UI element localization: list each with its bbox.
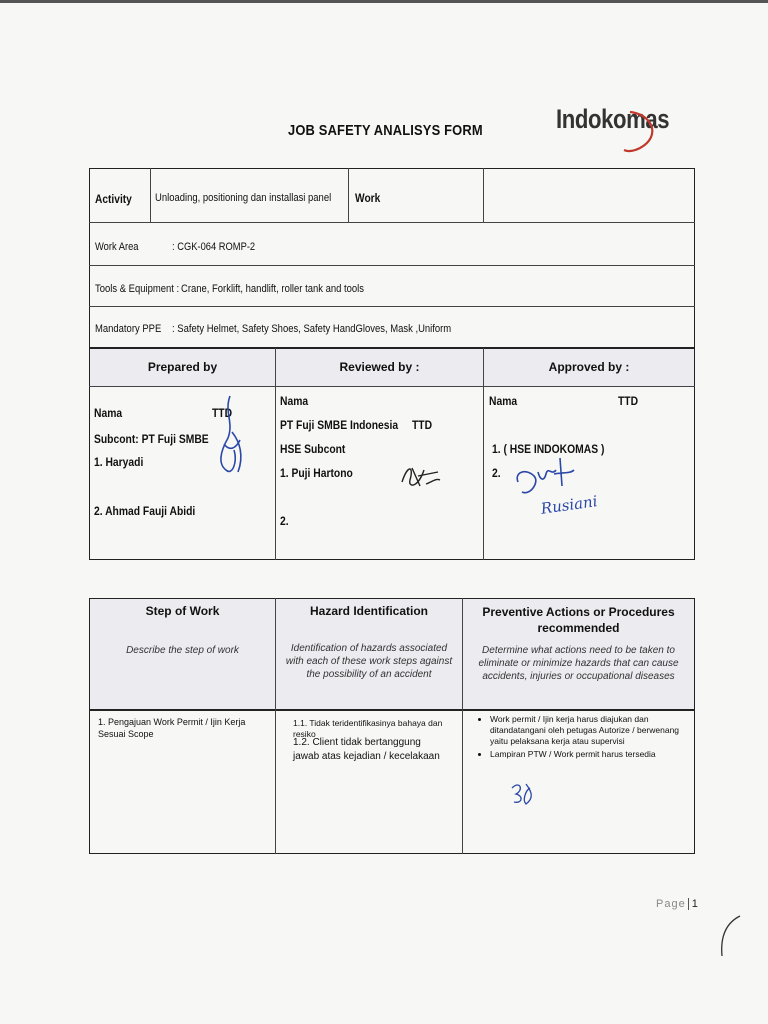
step-1: 1. Pengajuan Work Permit / Ijin Kerja Sesuai Scope <box>98 717 246 739</box>
prepared-by-header: Prepared by <box>147 360 218 374</box>
approved-by-header: Approved by : <box>548 360 630 374</box>
initial-mark <box>508 778 538 808</box>
prepared-ttd: TTD <box>212 406 233 420</box>
reviewed-role: HSE Subcont <box>280 442 346 456</box>
prepared-company: Subcont: PT Fuji SMBE <box>94 432 209 446</box>
action-1-2: • Lampiran PTW / Work permit harus tersedia <box>490 749 692 760</box>
activity-label: Activity <box>95 192 132 206</box>
col-hazard-header: Hazard Identification <box>309 604 428 618</box>
col-step-sub: Describe the step of work <box>126 645 239 656</box>
page-indicator: Page 1 <box>656 898 699 910</box>
work-label: Work <box>355 191 381 205</box>
prepared-person-1: 1. Haryadi <box>94 455 144 469</box>
col-step-header: Step of Work <box>145 604 220 618</box>
reviewed-signature <box>398 458 444 492</box>
approved-nama: Nama <box>489 394 518 408</box>
prepared-signature <box>214 392 248 492</box>
corner-pen-mark <box>714 912 744 962</box>
col-action-header: Preventive Actions or Procedures recommended <box>482 605 675 635</box>
reviewed-person-1: 1. Puji Hartono <box>280 466 353 480</box>
reviewed-by-header: Reviewed by : <box>339 360 420 374</box>
tools-label: Tools & Equipment : <box>95 283 180 295</box>
ppe-value: : Safety Helmet, Safety Shoes, Safety HandGloves, Mask ,Uniform <box>172 323 452 335</box>
form-title: JOB SAFETY ANALISYS FORM <box>288 122 483 139</box>
reviewed-company: PT Fuji SMBE Indonesia <box>280 418 399 432</box>
activity-value: Unloading, positioning dan installasi panel <box>155 192 332 204</box>
prepared-person-2: 2. Ahmad Fauji Abidi <box>94 504 196 518</box>
work-area-label: Work Area <box>95 241 139 253</box>
approved-handwritten-name: Rusiani <box>539 492 599 518</box>
reviewed-nama: Nama <box>280 394 309 408</box>
hazard-1-2: 1.2. Client tidak bertanggung jawab atas kejadian / kecelakaan <box>293 737 440 762</box>
approved-person-1: 1. ( HSE INDOKOMAS ) <box>492 442 605 456</box>
approved-person-2: 2. <box>492 466 501 480</box>
work-area-value: : CGK-064 ROMP-2 <box>172 241 256 253</box>
approved-ttd: TTD <box>618 394 639 408</box>
prepared-nama: Nama <box>94 406 123 420</box>
tools-value: Crane, Forklift, handlift, roller tank and tools <box>181 283 364 295</box>
action-1-1: • Work permit / Ijin kerja harus diajukan dan ditandatangani oleh petugas Autorize / berwenang yaitu pelaksana kerja atau supervisi <box>490 714 692 747</box>
col-hazard-sub: Identification of hazards associated with each of these work steps against the possibility of an accident <box>285 643 453 680</box>
reviewed-person-2: 2. <box>280 514 289 528</box>
logo-swoosh-icon <box>622 108 662 154</box>
scan-edge <box>0 0 768 3</box>
col-action-sub: Determine what actions need to be taken to eliminate or minimize hazards that can cause accidents, injuries or occupational diseases <box>478 645 679 682</box>
reviewed-ttd: TTD <box>412 418 433 432</box>
page-number: 1 <box>688 898 699 910</box>
company-logo: Indokomas <box>556 104 670 134</box>
action-list <box>476 714 692 760</box>
ppe-label: Mandatory PPE <box>95 323 162 335</box>
hazard-1-1: 1.1. Tidak teridentifikasinya bahaya dan resiko <box>293 718 443 739</box>
